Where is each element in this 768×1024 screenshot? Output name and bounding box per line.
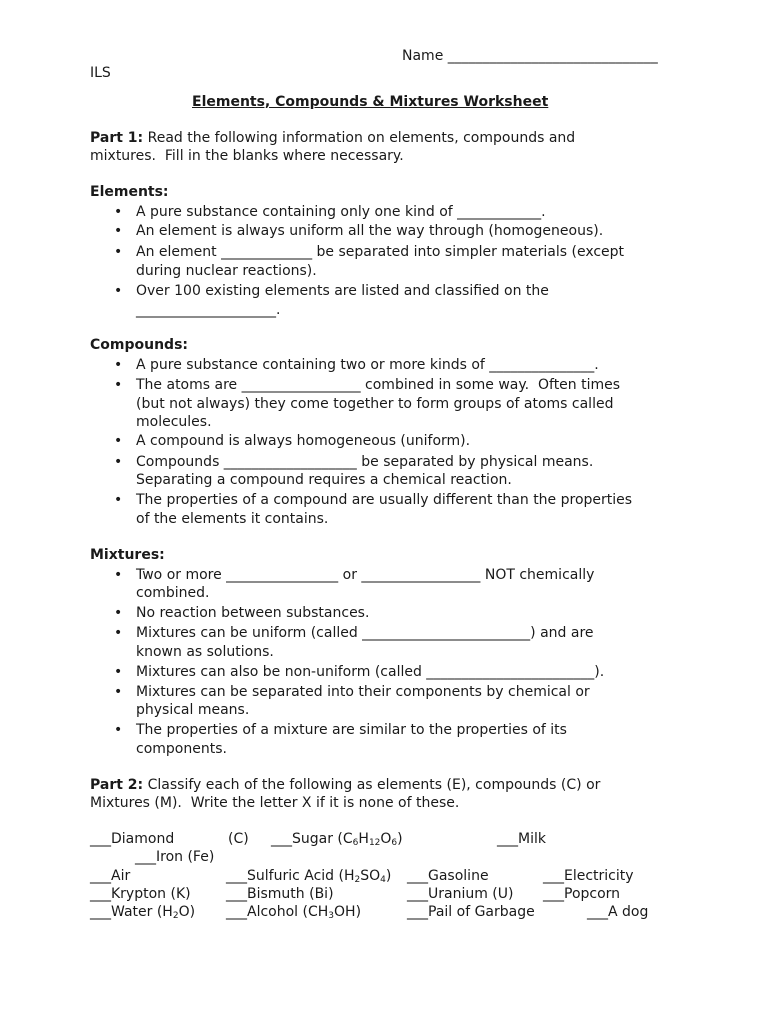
item-diamond-answer: (C) xyxy=(228,831,249,847)
intro-text: Classify each of the following as elements (E), compounds (C) or xyxy=(143,777,601,793)
sub: 6 xyxy=(352,838,359,848)
list-item: • A compound is always homogeneous (uniform). xyxy=(136,432,470,450)
list-item-cont: of the elements it contains. xyxy=(136,511,329,527)
list-item: • Mixtures can also be non-uniform (called ________________________). xyxy=(136,663,604,681)
mixtures-heading: Mixtures: xyxy=(90,547,165,563)
t: O) xyxy=(178,904,196,920)
sub: 6 xyxy=(391,838,398,848)
item-alcohol[interactable] xyxy=(226,903,361,925)
item-popcorn[interactable]: ___Popcorn xyxy=(543,886,621,902)
item-iron[interactable]: ___Iron (Fe) xyxy=(135,849,215,865)
name-label: Name xyxy=(402,48,444,64)
sub: 2 xyxy=(172,911,179,921)
list-item: • Mixtures can be separated into their components by chemical or xyxy=(136,683,590,701)
sub: 2 xyxy=(354,875,361,885)
t: SO xyxy=(360,868,381,884)
list-item: • The properties of a mixture are similar to the properties of its xyxy=(136,721,567,739)
part1-label: Part 1: xyxy=(90,130,144,146)
item-water[interactable] xyxy=(90,903,195,925)
list-item-cont: (but not always) they come together to form groups of atoms called xyxy=(136,396,614,412)
list-item: • An element is always uniform all the way through (homogeneous). xyxy=(136,222,603,240)
item-uranium[interactable]: ___Uranium (U) xyxy=(407,886,514,902)
list-item: • Mixtures can be uniform (called ________________________) and are xyxy=(136,624,594,642)
part2-intro xyxy=(90,776,600,794)
item-sugar[interactable] xyxy=(271,830,403,852)
sub: 3 xyxy=(328,911,335,921)
part1-intro xyxy=(90,129,575,147)
name-field[interactable] xyxy=(402,47,658,65)
list-item: • Two or more ________________ or _________________ NOT chemically xyxy=(136,566,594,584)
sub: 4 xyxy=(380,875,386,885)
list-item-cont: molecules. xyxy=(136,414,212,430)
class-label: ILS xyxy=(90,65,111,81)
item-pail-of-garbage[interactable]: ___Pail of Garbage xyxy=(407,904,535,920)
item-electricity[interactable]: ___Electricity xyxy=(543,868,634,884)
list-item: • Compounds ___________________ be separated by physical means. xyxy=(136,453,593,471)
t: O xyxy=(380,831,392,847)
part2-intro-2: Mixtures (M). Write the letter X if it is none of these. xyxy=(90,795,460,811)
compounds-heading: Compounds: xyxy=(90,337,189,353)
item-krypton[interactable]: ___Krypton (K) xyxy=(90,886,191,902)
elements-heading: Elements: xyxy=(90,184,169,200)
list-item-cont: physical means. xyxy=(136,702,250,718)
list-item-cont: during nuclear reactions). xyxy=(136,263,317,279)
list-item: • No reaction between substances. xyxy=(136,604,369,622)
label: ___Water (H xyxy=(90,904,173,920)
item-a-dog[interactable]: ___A dog xyxy=(587,904,649,920)
t: ) xyxy=(385,868,392,884)
label: ___Sulfuric Acid (H xyxy=(226,868,355,884)
sub: 12 xyxy=(368,838,381,848)
list-item: • A pure substance containing only one kind of ____________. xyxy=(136,203,546,221)
list-item-cont: Separating a compound requires a chemical reaction. xyxy=(136,472,512,488)
list-item-cont: ____________________. xyxy=(136,302,281,318)
list-item: • An element _____________ be separated into simpler materials (except xyxy=(136,243,624,261)
t: OH) xyxy=(334,904,362,920)
item-milk[interactable]: ___Milk xyxy=(497,831,546,847)
part2-label: Part 2: xyxy=(90,777,144,793)
list-item-cont: components. xyxy=(136,741,227,757)
worksheet-title: Elements, Compounds & Mixtures Worksheet xyxy=(192,94,549,110)
list-item: • Over 100 existing elements are listed and classified on the xyxy=(136,282,549,300)
name-blank[interactable]: ______________________________ xyxy=(447,48,658,64)
list-item-cont: combined. xyxy=(136,585,210,601)
intro-text: Read the following information on elements, compounds and xyxy=(143,130,576,146)
list-item: • A pure substance containing two or more kinds of _______________. xyxy=(136,356,599,374)
item-air[interactable]: ___Air xyxy=(90,868,131,884)
t: H xyxy=(358,831,369,847)
list-item-cont: known as solutions. xyxy=(136,644,274,660)
item-bismuth[interactable]: ___Bismuth (Bi) xyxy=(226,886,334,902)
label: ___Sugar (C xyxy=(271,831,353,847)
t: ) xyxy=(397,831,403,847)
list-item: • The atoms are _________________ combined in some way. Often times xyxy=(136,376,620,394)
item-gasoline[interactable]: ___Gasoline xyxy=(407,868,489,884)
item-diamond[interactable]: ___Diamond xyxy=(90,831,175,847)
list-item: • The properties of a compound are usually different than the properties xyxy=(136,491,632,509)
label: ___Alcohol (CH xyxy=(226,904,329,920)
part1-intro-2: mixtures. Fill in the blanks where necessary. xyxy=(90,148,404,164)
